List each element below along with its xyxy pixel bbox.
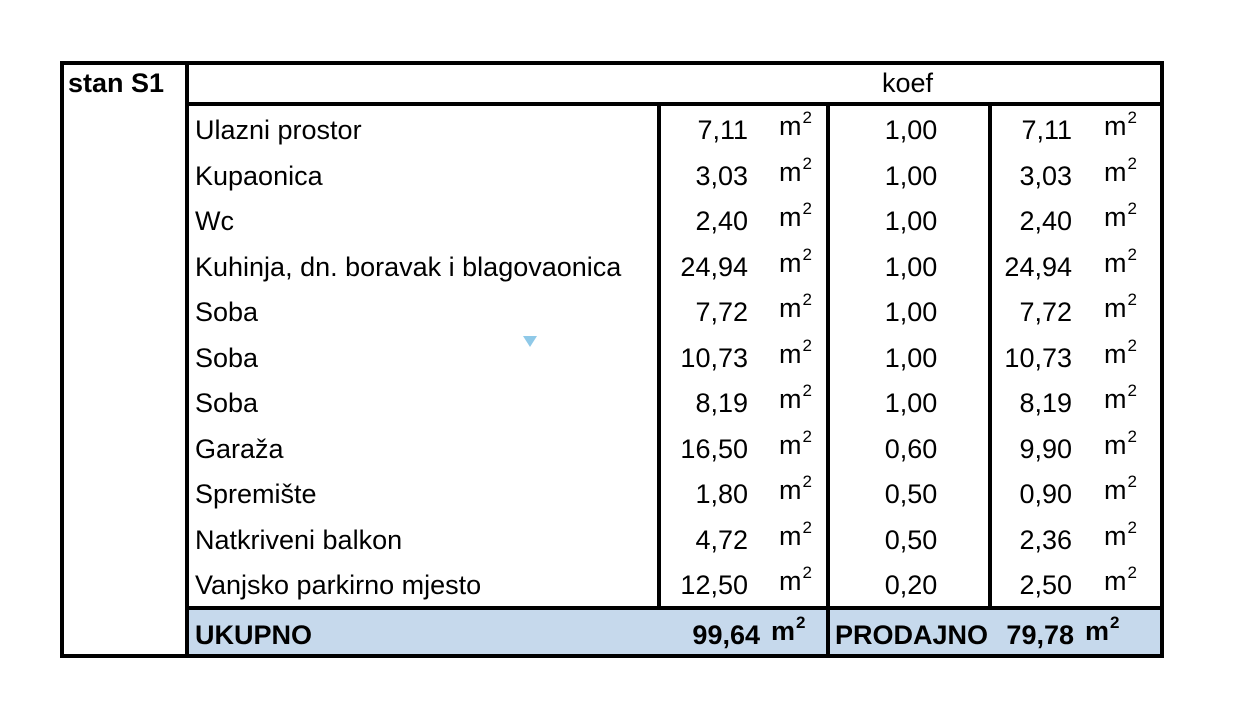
- divider-header: [185, 102, 1164, 106]
- room-coef: 0,60: [884, 434, 938, 464]
- room-sale-area-unit: $m^2$: [1104, 108, 1137, 141]
- room-coef: 1,00: [884, 343, 938, 373]
- room-sale-area: 7,72: [1019, 297, 1072, 327]
- room-area: 2,40: [695, 206, 748, 236]
- total-area: 99,64: [692, 620, 760, 650]
- total-area-unit: $m^2$: [771, 613, 806, 646]
- room-sale-area: 0,90: [1019, 479, 1072, 509]
- room-area: 4,72: [695, 525, 748, 555]
- room-sale-area: 8,19: [1019, 388, 1072, 418]
- room-coef: 0,20: [884, 570, 938, 600]
- room-sale-area-unit: $m^2$: [1104, 336, 1137, 369]
- room-sale-area: 2,40: [1019, 206, 1072, 236]
- divider-koef-prodajna: [988, 102, 992, 610]
- room-area-unit: $m^2$: [779, 518, 812, 551]
- room-area-unit: $m^2$: [779, 154, 812, 187]
- room-area: 1,80: [695, 479, 748, 509]
- room-coef: 1,00: [884, 388, 938, 418]
- room-name: Wc: [195, 206, 234, 236]
- room-sale-area: 10,73: [1004, 343, 1072, 373]
- room-sale-area-unit: $m^2$: [1104, 427, 1137, 460]
- room-sale-area-unit: $m^2$: [1104, 290, 1137, 323]
- room-area-unit: $m^2$: [779, 563, 812, 596]
- room-area: 8,19: [695, 388, 748, 418]
- room-coef: 0,50: [884, 525, 938, 555]
- room-sale-area-unit: $m^2$: [1104, 472, 1137, 505]
- border-bottom: [60, 654, 1164, 658]
- room-sale-area-unit: $m^2$: [1104, 199, 1137, 232]
- room-area: 7,72: [695, 297, 748, 327]
- divider-total: [185, 606, 1164, 610]
- sale-area-unit: $m^2$: [1085, 613, 1120, 646]
- room-area-unit: $m^2$: [779, 245, 812, 278]
- room-area: 24,94: [680, 252, 748, 282]
- room-area: 10,73: [680, 343, 748, 373]
- room-name: Garaža: [195, 434, 284, 464]
- room-sale-area-unit: $m^2$: [1104, 154, 1137, 187]
- room-area-unit: $m^2$: [779, 108, 812, 141]
- divider-name-area: [657, 102, 661, 610]
- room-area-unit: $m^2$: [779, 336, 812, 369]
- room-coef: 1,00: [884, 252, 938, 282]
- room-sale-area: 2,36: [1019, 525, 1072, 555]
- total-label: UKUPNO: [195, 620, 313, 650]
- room-sale-area: 24,94: [1004, 252, 1072, 282]
- room-coef: 1,00: [884, 297, 938, 327]
- border-left: [60, 61, 64, 658]
- room-sale-area: 7,11: [1021, 115, 1072, 145]
- room-name: Vanjsko parkirno mjesto: [195, 570, 482, 600]
- room-coef: 1,00: [884, 206, 938, 236]
- sale-label: PRODAJNO: [835, 620, 989, 650]
- room-name: Kuhinja, dn. boravak i blagovaonica: [195, 252, 622, 282]
- room-name: Natkriveni balkon: [195, 525, 403, 555]
- room-area: 7,11: [697, 115, 748, 145]
- coef-header: koef: [882, 68, 934, 98]
- border-right: [1160, 61, 1164, 658]
- room-area: 16,50: [680, 434, 748, 464]
- room-sale-area: 2,50: [1019, 570, 1072, 600]
- room-area: 12,50: [680, 570, 748, 600]
- room-sale-area-unit: $m^2$: [1104, 245, 1137, 278]
- room-name: Ulazni prostor: [195, 115, 362, 145]
- cell-marker-icon: [523, 336, 537, 347]
- room-coef: 0,50: [884, 479, 938, 509]
- room-name: Kupaonica: [195, 161, 323, 191]
- divider-area-koef: [826, 102, 830, 658]
- room-area-unit: $m^2$: [779, 427, 812, 460]
- room-area-unit: $m^2$: [779, 290, 812, 323]
- room-area-unit: $m^2$: [779, 199, 812, 232]
- sale-area: 79,78: [1006, 620, 1074, 650]
- room-sale-area: 3,03: [1019, 161, 1072, 191]
- room-name: Soba: [195, 297, 259, 327]
- room-sale-area-unit: $m^2$: [1104, 563, 1137, 596]
- room-coef: 1,00: [884, 161, 938, 191]
- room-area-unit: $m^2$: [779, 472, 812, 505]
- room-name: Spremište: [195, 479, 317, 509]
- room-name: Soba: [195, 343, 259, 373]
- divider-label-column: [185, 61, 189, 658]
- room-coef: 1,00: [884, 115, 938, 145]
- room-sale-area-unit: $m^2$: [1104, 381, 1137, 414]
- room-sale-area-unit: $m^2$: [1104, 518, 1137, 551]
- room-area-unit: $m^2$: [779, 381, 812, 414]
- border-top: [60, 61, 1164, 65]
- room-sale-area: 9,90: [1019, 434, 1072, 464]
- room-area: 3,03: [695, 161, 748, 191]
- room-name: Soba: [195, 388, 259, 418]
- apartment-label: stan S1: [68, 68, 165, 98]
